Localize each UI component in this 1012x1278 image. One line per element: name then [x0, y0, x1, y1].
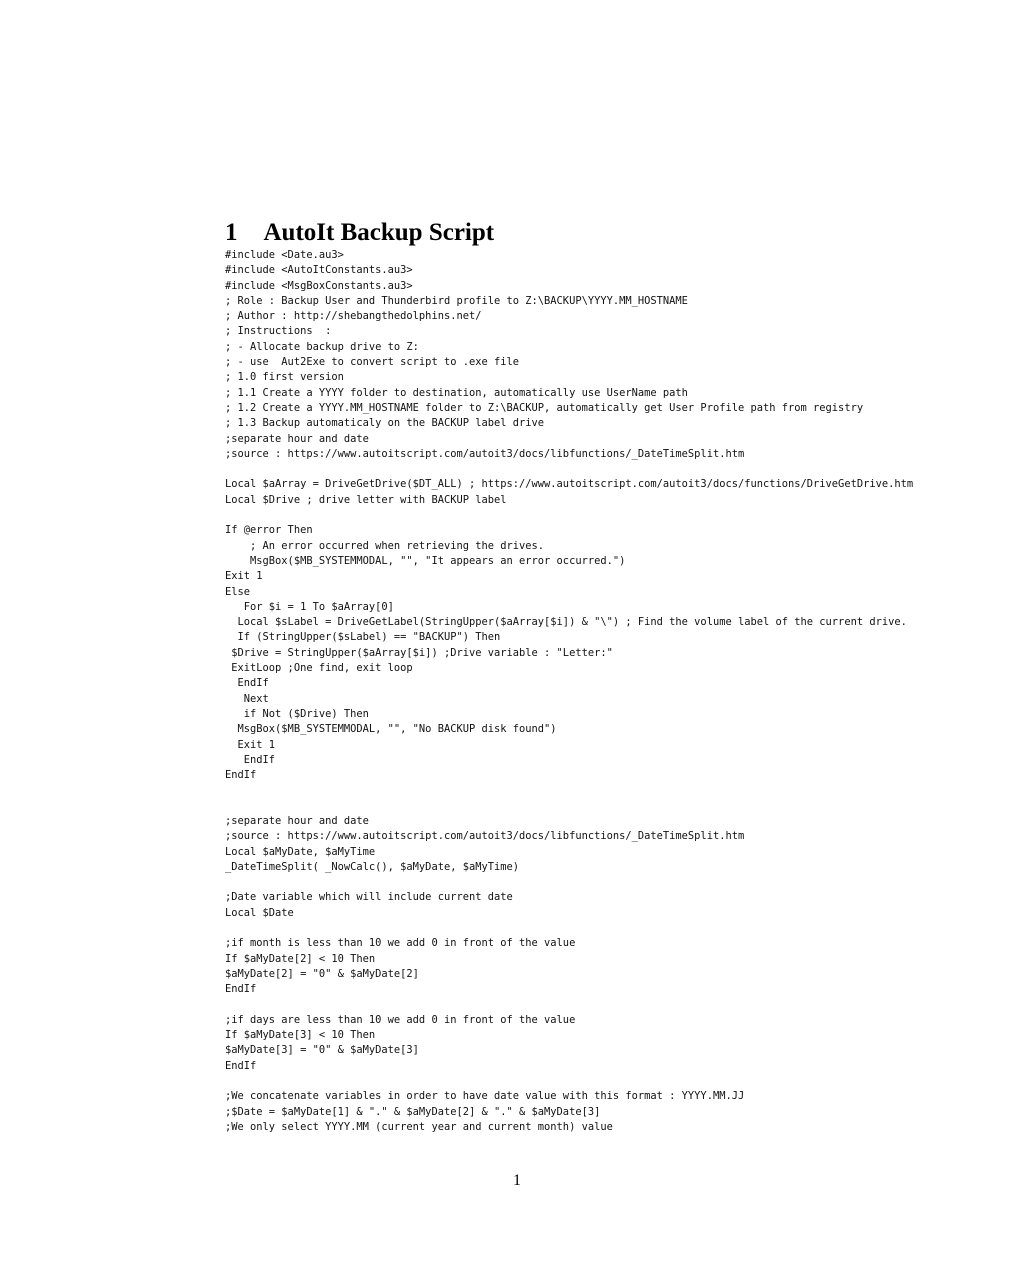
code-line: Local $aArray = DriveGetDrive($DT_ALL) ; https://www.autoitscript.com/autoit3/docs/functions/DriveGetDrive.htm	[225, 478, 914, 491]
code-line	[225, 783, 985, 798]
code-line: If $aMyDate[3] < 10 Then	[225, 1029, 376, 1042]
code-line: ; 1.2 Create a YYYY.MM_HOSTNAME folder to Z:\BACKUP, automatically get User Profile path from registry	[225, 401, 864, 414]
code-line	[225, 1074, 985, 1089]
code-line: Local $Date	[225, 906, 294, 919]
section-number: 1	[225, 218, 238, 246]
code-line: EndIf	[225, 769, 257, 782]
code-line: #include <AutoItConstants.au3>	[225, 264, 413, 277]
section-heading	[225, 219, 494, 247]
code-line: if Not ($Drive) Then	[225, 707, 369, 720]
code-line: If @error Then	[225, 524, 313, 537]
code-line: ;We concatenate variables in order to have date value with this format : YYYY.MM.JJ	[225, 1090, 745, 1103]
code-line: ; Author : http://shebangthedolphins.net/	[225, 310, 482, 323]
code-line: $aMyDate[2] = "0" & $aMyDate[2]	[225, 967, 419, 980]
code-line	[225, 508, 985, 523]
code-line: If $aMyDate[2] < 10 Then	[225, 952, 376, 965]
code-line: ; An error occurred when retrieving the drives.	[225, 539, 545, 552]
code-line: ;$Date = $aMyDate[1] & "." & $aMyDate[2] & "." & $aMyDate[3]	[225, 1105, 601, 1118]
code-line: If (StringUpper($sLabel) == "BACKUP") Then	[225, 631, 501, 644]
code-line: MsgBox($MB_SYSTEMMODAL, "", "It appears an error occurred.")	[225, 554, 626, 567]
code-line: Next	[225, 692, 269, 705]
code-line: ; 1.3 Backup automaticaly on the BACKUP label drive	[225, 417, 545, 430]
code-line: Local $aMyDate, $aMyTime	[225, 845, 376, 858]
code-line: ; - Allocate backup drive to Z:	[225, 340, 419, 353]
code-line: Local $sLabel = DriveGetLabel(StringUpper($aArray[$i]) & "\") ; Find the volume label of the current drive.	[225, 616, 907, 629]
code-line	[225, 799, 985, 814]
code-line: ; Instructions :	[225, 325, 332, 338]
code-line: ; 1.1 Create a YYYY folder to destination, automatically use UserName path	[225, 386, 688, 399]
code-line: For $i = 1 To $aArray[0]	[225, 600, 394, 613]
code-line: ;separate hour and date	[225, 432, 369, 445]
code-line: ;if month is less than 10 we add 0 in front of the value	[225, 937, 576, 950]
code-line: EndIf	[225, 1059, 257, 1072]
code-line	[225, 462, 985, 477]
code-line: EndIf	[225, 983, 257, 996]
page-number: 1	[513, 1172, 521, 1189]
code-line	[225, 921, 985, 936]
code-line: Local $Drive ; drive letter with BACKUP label	[225, 493, 507, 506]
code-line: Else	[225, 585, 251, 598]
section-title: AutoIt Backup Script	[263, 218, 495, 246]
code-line: $Drive = StringUpper($aArray[$i]) ;Drive variable : "Letter:"	[225, 646, 613, 659]
code-line: _DateTimeSplit( _NowCalc(), $aMyDate, $aMyTime)	[225, 860, 520, 873]
code-line: ;We only select YYYY.MM (current year and current month) value	[225, 1120, 613, 1133]
code-line: ;source : https://www.autoitscript.com/autoit3/docs/libfunctions/_DateTimeSplit.htm	[225, 447, 745, 460]
code-line: EndIf	[225, 753, 276, 766]
code-line: ;separate hour and date	[225, 814, 369, 827]
code-line: Exit 1	[225, 570, 263, 583]
code-line: #include <MsgBoxConstants.au3>	[225, 279, 413, 292]
code-line: ; Role : Backup User and Thunderbird profile to Z:\BACKUP\YYYY.MM_HOSTNAME	[225, 294, 688, 307]
code-line: Exit 1	[225, 738, 276, 751]
code-line: EndIf	[225, 677, 269, 690]
code-listing	[225, 248, 985, 1135]
code-line: $aMyDate[3] = "0" & $aMyDate[3]	[225, 1044, 419, 1057]
code-line: ;source : https://www.autoitscript.com/autoit3/docs/libfunctions/_DateTimeSplit.htm	[225, 830, 745, 843]
code-line	[225, 875, 985, 890]
code-line	[225, 998, 985, 1013]
code-line: MsgBox($MB_SYSTEMMODAL, "", "No BACKUP disk found")	[225, 723, 557, 736]
code-line: #include <Date.au3>	[225, 249, 344, 261]
code-line: ExitLoop ;One find, exit loop	[225, 662, 413, 675]
code-line: ; 1.0 first version	[225, 371, 344, 384]
code-line: ;if days are less than 10 we add 0 in front of the value	[225, 1013, 576, 1026]
code-line: ; - use Aut2Exe to convert script to .exe file	[225, 356, 520, 369]
code-line: ;Date variable which will include current date	[225, 891, 513, 904]
